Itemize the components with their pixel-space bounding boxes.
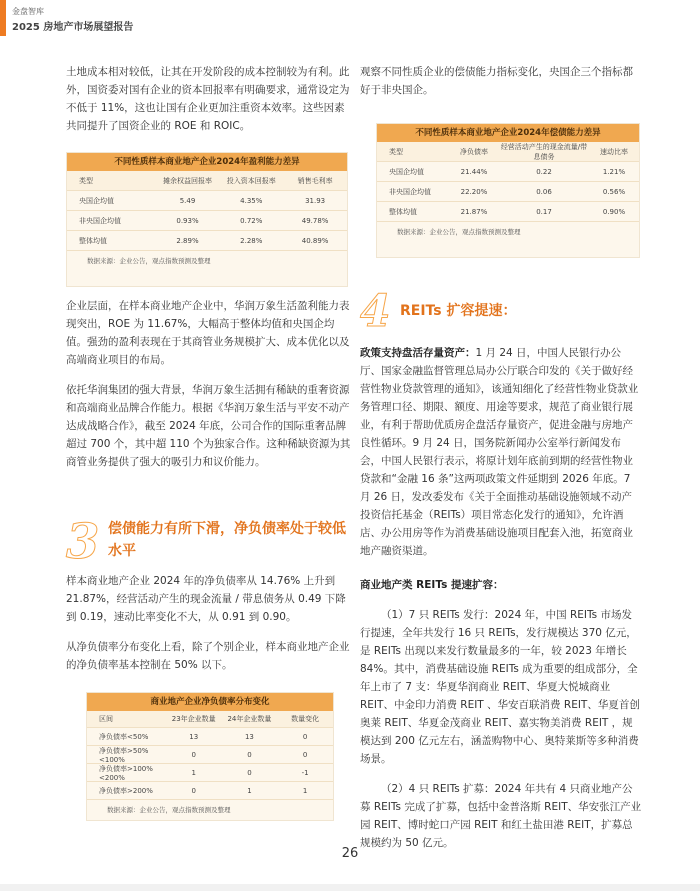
left-column-text-2	[66, 297, 352, 479]
table-cell: 净负债率>50%<100%	[99, 746, 149, 764]
footer-band	[0, 884, 700, 891]
table-header-cell: 经营活动产生的现金流量/带息债务	[500, 142, 588, 161]
net-debt-distribution-table	[86, 692, 334, 821]
table-row	[67, 191, 347, 211]
table-cell: 0.90%	[602, 207, 626, 216]
table-row	[67, 231, 347, 251]
table-row	[87, 746, 333, 764]
right-column-text-2	[360, 344, 642, 860]
table-header-cell: 投入资本回报率	[226, 176, 276, 185]
paragraph: 观察不同性质企业的偿债能力指标变化，央国企三个指标都好于非央国企。	[360, 66, 633, 96]
table-cell: 0.93%	[176, 216, 199, 225]
section-number-3: 3	[66, 514, 100, 570]
table-cell: 央国企均值	[389, 167, 424, 176]
table-header-cell: 24年企业数量	[227, 715, 272, 723]
paragraph: （1）7 只 REITs 发行：2024 年，中国 REITs 市场发行提速，全年共发行 16 只 REITs，发行规模达 370 亿元，是 REITs 出现以来发行数量最多的一年，较 2023 年增长 84%。其中，消费基础设施 REITs 成为重要的组成部分，全年上市了 7 支：华夏华润商业 REIT、华夏大悦城商业 REIT、中金印力消费 REIT 、华安百联消费 REIT、华夏首创奥莱 REIT、华夏金茂商业 REIT、嘉实物美消费 REIT ，规模达到 200 亿元左右，涵盖购物中心、奥特莱斯等多种消费场景。	[360, 609, 640, 765]
table-cell: 0	[302, 732, 308, 741]
section-title-4: REITs 扩容提速：	[400, 303, 517, 319]
profitability-table	[66, 152, 348, 287]
table-row	[377, 162, 639, 182]
table-cell: 1	[191, 768, 196, 777]
page-number: 26	[341, 846, 359, 861]
table-header-row	[87, 711, 333, 728]
table-cell: 13	[244, 732, 254, 741]
table-cell: 净负债率>200%	[99, 786, 153, 795]
table-cell: 31.93	[305, 196, 326, 205]
table-cell: 非央国企均值	[389, 187, 431, 196]
paragraph: 土地成本相对较低，让其在开发阶段的成本控制较为有利。此外，国资委对国有企业的资本回报率有明确要求，通常设定为不低于 11%，这也让国有企业更加注重资本效率。这些因素共同提升了国资企业的 ROE 和 ROIC。	[66, 66, 350, 132]
table-header-row	[377, 142, 639, 162]
table-row	[377, 202, 639, 222]
table-cell: 13	[189, 732, 199, 741]
table-cell: 央国企均值	[79, 196, 114, 205]
table-cell: 5.49	[179, 196, 196, 205]
table-cell: 21.87%	[460, 207, 488, 216]
table-source: 数据来源：企业公告，观点指数预测及整理	[87, 257, 211, 265]
table-row	[87, 782, 333, 800]
right-column	[360, 63, 642, 107]
subheading: 商业地产类 REITs 提速扩容：	[360, 579, 504, 591]
solvency-table	[376, 123, 640, 258]
table-cell: 整体均值	[79, 236, 107, 245]
table-header-cell: 速动比率	[600, 147, 628, 156]
paragraph-body: 1 月 24 日，中国人民银行办公厅、国家金融监督管理总局办公厅联合印发的《关于做好经营性物业贷款管理的通知》，该通知细化了经营性物业贷款业务管理口径、期限、额度、用途等要求，规范了商业银行展业，有利于帮助优质房企盘活存量资产，促进金融与房地产良性循环。9 月 24 日，国务院新闻办公室举行新闻发布会，中国人民银行表示，将原计划年底前到期的经营性物业贷款和“金融 16 条”这两项政策文件延期到 2026 年底。7 月 26 日，发改委发布《关于全面推动基础设施领域不动产投资信托基金（REITs）项目常态化发行的通知》，允许酒店、办公用房等作为消费基础设施项目配套入池，拓宽商业地产融资渠道。	[360, 347, 639, 557]
paragraph: （2）4 只 REITs 扩募：2024 年共有 4 只商业地产公募 REITs 完成了扩募，包括中金普洛斯 REIT、华安张江产业园 REIT、博时蛇口产园 REIT 和红土盐田港 REIT，扩募总规模约为 50 亿元。	[360, 783, 642, 849]
table-row	[87, 764, 333, 782]
table-cell: 0.72%	[240, 216, 263, 225]
table-cell: 净负债率>100%<200%	[99, 764, 153, 782]
header-accent-bar	[0, 0, 6, 36]
table-cell: 0.56%	[602, 187, 626, 196]
section-title-3: 偿债能力有所下滑，净负债率处于较低水平	[108, 521, 346, 559]
page-header	[0, 0, 700, 40]
table-cell: 非央国企均值	[79, 216, 121, 225]
table-cell: 2.89%	[176, 236, 199, 245]
table-header-cell: 摊余权益回报率	[162, 176, 212, 185]
table-title: 不同性质样本商业地产企业2024年盈利能力差异	[67, 153, 347, 171]
header-report-title: 2025 房地产市场展望报告	[12, 22, 134, 33]
table-cell: 22.20%	[460, 187, 488, 196]
header-brand: 金盘智库	[12, 7, 44, 16]
table-cell: 0	[191, 750, 196, 759]
table-row	[87, 728, 333, 746]
paragraph	[360, 344, 642, 560]
paragraph: 从净负债率分布变化上看，除了个别企业，样本商业地产企业的净负债率基本控制在 50% 以下。	[66, 641, 350, 671]
table-cell: 0	[302, 750, 308, 759]
table-cell: 0.22	[536, 167, 552, 176]
table-cell: 0	[247, 768, 252, 777]
table-cell: 0.17	[536, 207, 552, 216]
table-cell: 1.21%	[602, 167, 626, 176]
table-header-cell: 类型	[79, 176, 93, 185]
table-cell: 整体均值	[389, 207, 417, 216]
table-header-cell: 23年企业数量	[171, 715, 216, 723]
table-title: 不同性质样本商业地产企业2024年偿债能力差异	[377, 124, 639, 142]
paragraph: 样本商业地产企业 2024 年的净负债率从 14.76% 上升到 21.87%，经营活动产生的现金流量 / 带息债务从 0.49 下降到 0.19，速动比率变化不大，从 0.91 到 0.90。	[66, 575, 346, 623]
table-cell: 1	[302, 786, 308, 795]
left-column-text-3	[66, 572, 352, 682]
table-cell: 21.44%	[460, 167, 488, 176]
section-number-4: 4	[360, 286, 391, 337]
table-header-cell: 数量变化	[291, 715, 320, 723]
table-header-row	[67, 171, 347, 191]
paragraph: 依托华润集团的强大背景，华润万象生活拥有稀缺的重奢资源和高端商业品牌合作能力。根据《华润万象生活与平安不动产达成战略合作》，截至 2024 年底，公司合作的国际重奢品牌超过 700 个，其中超 110 个为独家合作。这种稀缺资源为其商管业务提供了强大的吸引力和议价能力。	[66, 384, 351, 468]
table-cell: 49.78%	[301, 216, 329, 225]
table-cell: -1	[301, 768, 309, 777]
table-cell: 0	[191, 786, 196, 795]
table-cell: 1	[247, 786, 252, 795]
table-source: 数据来源：企业公告，观点指数预测及整理	[397, 228, 521, 236]
table-header-cell: 销售毛利率	[297, 176, 333, 185]
paragraph: 企业层面，在样本商业地产企业中，华润万象生活盈利能力表现突出，ROE 为 11.67%，大幅高于整体均值和央国企均值。强劲的盈利表现在于其商管业务规模扩大、成本优化以及高端商业项目的布局。	[66, 300, 350, 366]
table-row	[377, 182, 639, 202]
paragraph-lead: 政策支持盘活存量资产：	[360, 347, 476, 359]
table-header-cell: 类型	[389, 147, 403, 156]
table-cell: 40.89%	[301, 236, 329, 245]
table-header-cell: 净负债率	[460, 147, 488, 156]
table-row	[67, 211, 347, 231]
table-source: 数据来源：企业公告，观点指数预测及整理	[107, 806, 231, 814]
table-cell: 0	[247, 750, 252, 759]
table-cell: 4.35%	[240, 196, 263, 205]
table-header-cell: 区间	[99, 715, 113, 723]
table-title: 商业地产企业净负债率分布变化	[87, 693, 333, 711]
left-column	[66, 63, 352, 143]
table-cell: 2.28%	[240, 236, 263, 245]
table-cell: 净负债率<50%	[99, 732, 149, 741]
table-cell: 0.06	[536, 187, 552, 196]
